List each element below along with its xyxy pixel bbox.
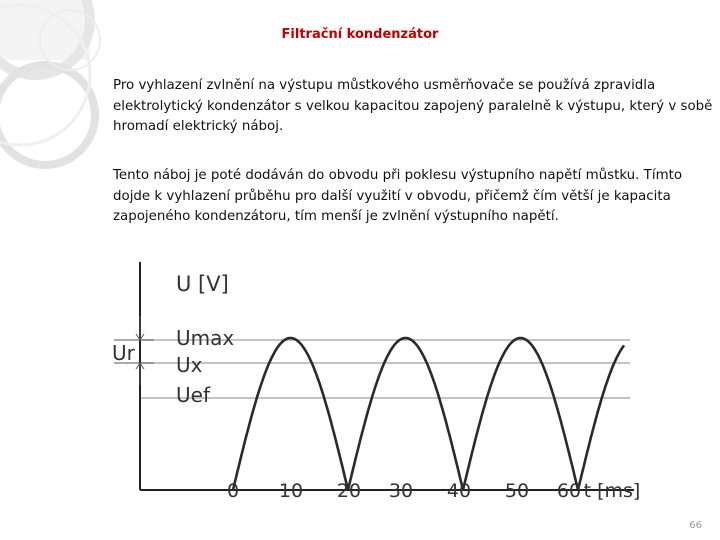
x-tick-label: 0	[226, 480, 240, 502]
ripple-voltage-figure	[110, 250, 670, 510]
slide-title: Filtrační kondenzátor	[281, 27, 439, 42]
x-tick-label: 30	[388, 480, 414, 502]
y-axis-label: U [V]	[176, 272, 229, 296]
x-tick-label: 50	[504, 480, 530, 502]
x-tick-label: 60	[556, 480, 582, 502]
axes	[140, 262, 634, 490]
x-axis-label: t [ms]	[583, 480, 641, 502]
x-tick-labels	[227, 480, 581, 502]
umax-label: Umax	[176, 326, 235, 350]
x-tick-label: 40	[446, 480, 472, 502]
paragraph-1: Pro vyhlazení zvlnění na výstupu můstkového usměrňovače se používá zpravidla elektrolytický kondenzátor s velkou kapacitou zapojený paralelně k výstupu, který v sobě hromadí elektrický náboj.	[113, 78, 713, 134]
filtered-voltage-curve	[233, 338, 624, 490]
page-number: 66	[689, 520, 702, 531]
uef-label: Uef	[176, 383, 210, 407]
paragraph-2: Tento náboj je poté dodáván do obvodu při poklesu výstupního napětí můstku. Tímto dojde k vyhlazení průběhu pro další využití v obvodu, přičemž čím větší je kapacita zapojeného kondenzátoru, tím menší je zvlnění výstupního napětí.	[113, 168, 683, 224]
ux-label: Ux	[176, 353, 203, 377]
ripple-indicator	[112, 316, 154, 385]
ripple-label: Ur	[112, 341, 135, 365]
x-tick-label: 10	[278, 480, 304, 502]
rectified-wave-curve	[233, 338, 601, 490]
x-tick-label: 20	[336, 480, 362, 502]
